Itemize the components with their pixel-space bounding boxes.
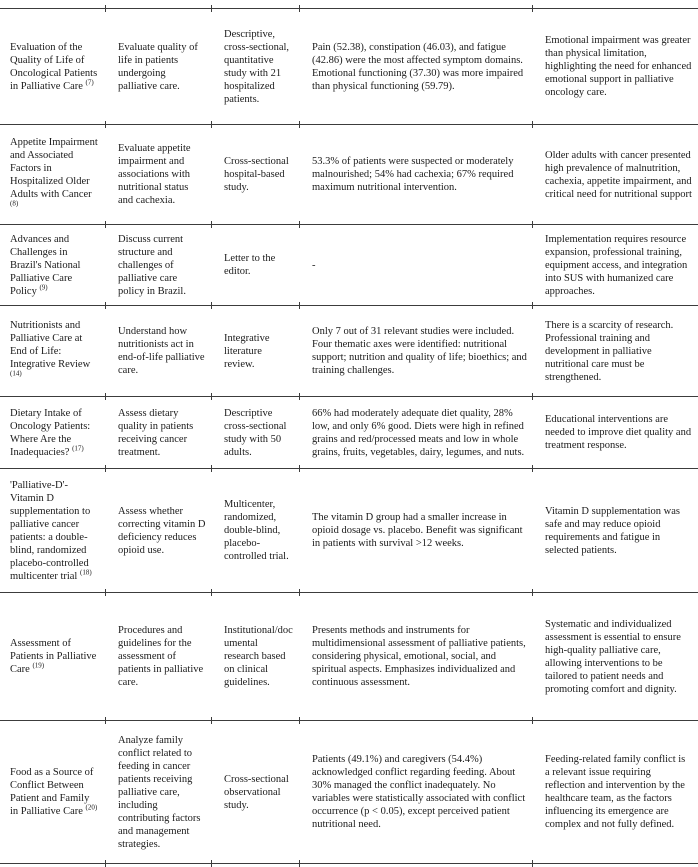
study-design-cell: Descriptive cross-sectional study with 50 adults.: [212, 397, 300, 469]
study-row: [0, 225, 698, 306]
study-title-cell: [0, 397, 106, 469]
objective-cell: Discuss current structure and challenges of palliative care policy in Brazil.: [106, 225, 212, 306]
study-title-cell: [0, 9, 106, 125]
reference-superscript: (8): [10, 199, 19, 207]
study-title: 'Palliative-D'- Vitamin D supplementation to palliative cancer patients: a double-blind, randomized placebo-controlled multicenter trial: [10, 479, 91, 582]
study-title-cell: [0, 721, 106, 864]
reference-superscript: (9): [39, 283, 48, 291]
study-title-cell: [0, 593, 106, 721]
study-title-cell: [0, 469, 106, 593]
study-title: Dietary Intake of Oncology Patients: Where Are the Inadequacies?: [10, 407, 91, 458]
study-design-cell: Descriptive, cross-sectional, quantitative study with 21 hospitalized patients.: [212, 9, 300, 125]
study-design-cell: Cross-sectional observational study.: [212, 721, 300, 864]
study-title: Nutritionists and Palliative Care at End of Life: Integrative Review: [10, 319, 91, 370]
reference-superscript: (20): [85, 803, 98, 812]
study-row: [0, 125, 698, 225]
study-row: [0, 469, 698, 593]
reference-superscript: (14): [10, 369, 22, 377]
results-cell: Patients (49.1%) and caregivers (54.4%) acknowledged conflict regarding feeding. About 30% managed the conflict inadequately. No variables were statistically associated with conflict occurrence (p < 0.05), except perceived patient nutritional need.: [300, 721, 533, 864]
study-row: [0, 397, 698, 469]
study-title: Appetite Impairment and Associated Factors in Hospitalized Older Adults with Cancer: [10, 136, 98, 200]
conclusion-cell: Feeding-related family conflict is a relevant issue requiring reflection and intervention by the healthcare team, as the factors influencing its emergence are complex and not fully defined.: [533, 721, 698, 864]
objective-cell: Analyze family conflict related to feeding in cancer patients receiving palliative care, including contributing factors and management strategies.: [106, 721, 212, 864]
objective-cell: Assess whether correcting vitamin D deficiency reduces opioid use.: [106, 469, 212, 593]
study-design-cell: Integrative literature review.: [212, 306, 300, 397]
study-design-cell: Multicenter, randomized, double-blind, placebo-controlled trial.: [212, 469, 300, 593]
results-cell: Presents methods and instruments for multidimensional assessment of palliative patients, considering physical, emotional, social, and spiritual aspects. Emphasizes individualized and continuous assessment.: [300, 593, 533, 721]
results-cell: Pain (52.38), constipation (46.03), and fatigue (42.86) were the most affected symptom domains. Emotional functioning (37.30) was more impaired than physical functioning (59.79).: [300, 9, 533, 125]
conclusion-cell: Systematic and individualized assessment is essential to ensure high-quality palliative care, allowing interventions to be tailored to patient needs and promoting comfort and dignity.: [533, 593, 698, 721]
study-title: Evaluation of the Quality of Life of Oncological Patients in Palliative Care: [10, 41, 98, 92]
conclusion-cell: Older adults with cancer presented high prevalence of malnutrition, cachexia, appetite impairment, and critical need for nutritional support: [533, 125, 698, 225]
study-design-cell: Letter to the editor.: [212, 225, 300, 306]
conclusion-cell: There is a scarcity of research. Professional training and development in palliative nutritional care must be strengthened.: [533, 306, 698, 397]
study-design-cell: Cross-sectional hospital-based study.: [212, 125, 300, 225]
study-row: [0, 306, 698, 397]
objective-cell: Evaluate appetite impairment and associations with nutritional status and cachexia.: [106, 125, 212, 225]
objective-cell: Assess dietary quality in patients receiving cancer treatment.: [106, 397, 212, 469]
study-row: [0, 721, 698, 864]
study-title-cell: [0, 306, 106, 397]
results-cell: 53.3% of patients were suspected or moderately malnourished; 54% had cachexia; 67% required maximum nutritional intervention.: [300, 125, 533, 225]
results-cell: The vitamin D group had a smaller increase in opioid dosage vs. placebo. Benefit was significant in patients with survival >12 weeks.: [300, 469, 533, 593]
conclusion-cell: Vitamin D supplementation was safe and may reduce opioid requirements and fatigue in selected patients.: [533, 469, 698, 593]
studies-table: [0, 8, 698, 864]
conclusion-cell: Emotional impairment was greater than physical limitation, highlighting the need for enhanced emotional support in palliative oncology care.: [533, 9, 698, 125]
results-cell: -: [300, 225, 533, 306]
study-title: Assessment of Patients in Palliative Care: [10, 638, 97, 675]
paper-page: [0, 8, 698, 850]
objective-cell: Procedures and guidelines for the assessment of patients in palliative care.: [106, 593, 212, 721]
results-cell: 66% had moderately adequate diet quality, 28% low, and only 6% good. Diets were high in refined grains and red/processed meats and low in whole grains, fruits, vegetables, dairy, legumes, and nuts.: [300, 397, 533, 469]
reference-superscript: (19): [32, 661, 45, 670]
reference-superscript: (7): [85, 78, 94, 86]
objective-cell: Understand how nutritionists act in end-of-life palliative care.: [106, 306, 212, 397]
study-title-cell: [0, 125, 106, 225]
study-design-cell: Institutional/documental research based on clinical guidelines.: [212, 593, 300, 721]
results-cell: Only 7 out of 31 relevant studies were included. Four thematic axes were identified: nutritional support; nutrition and quality of life; bioethics; and training challenges.: [300, 306, 533, 397]
objective-cell: Evaluate quality of life in patients undergoing palliative care.: [106, 9, 212, 125]
study-row: [0, 593, 698, 721]
study-title: Food as a Source of Conflict Between Patient and Family in Palliative Care: [10, 767, 94, 817]
reference-superscript: (18): [79, 568, 92, 576]
study-title: Advances and Challenges in Brazil's National Palliative Care Policy: [10, 233, 81, 297]
study-row: [0, 9, 698, 125]
conclusion-cell: Implementation requires resource expansion, professional training, equipment access, and integration into SUS with humanized care approaches.: [533, 225, 698, 306]
reference-superscript: (17): [72, 444, 84, 452]
study-title-cell: [0, 225, 106, 306]
conclusion-cell: Educational interventions are needed to improve diet quality and treatment response.: [533, 397, 698, 469]
